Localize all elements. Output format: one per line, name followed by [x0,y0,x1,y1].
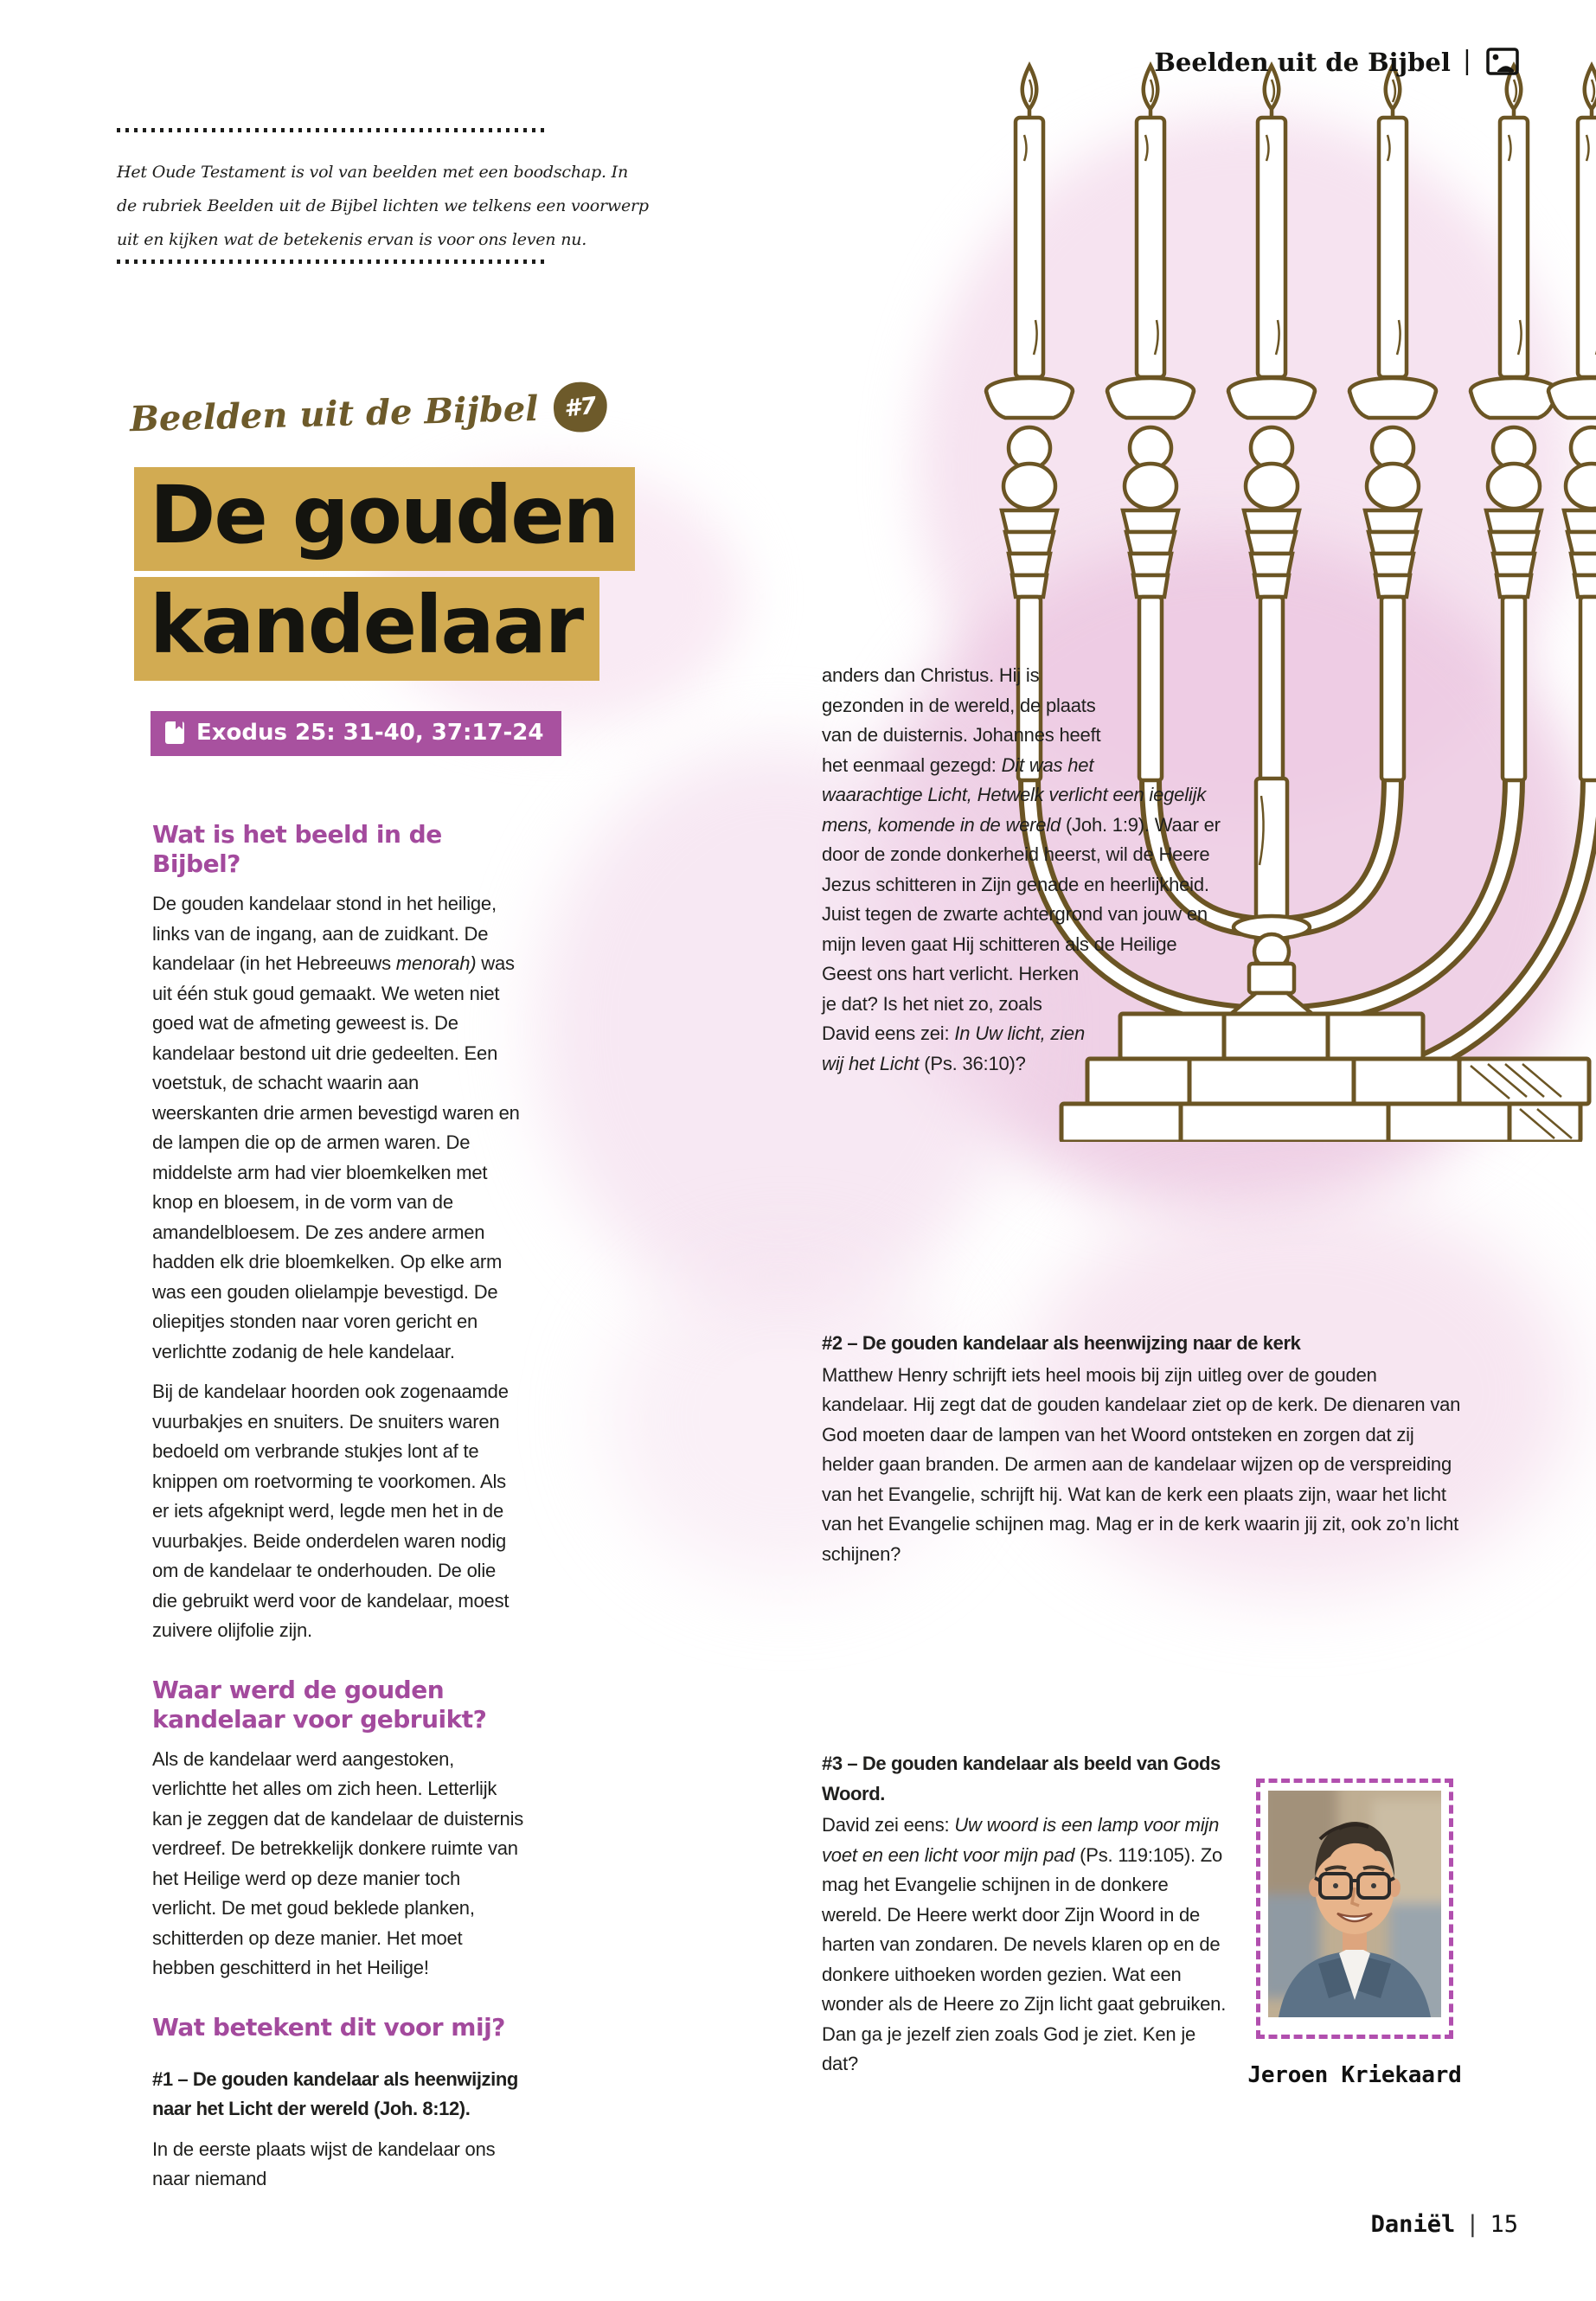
section-heading: Wat is het beeld in de Bijbel? [152,820,442,878]
intro-line: uit en kijken wat de betekenis ervan is voor ons leven nu. [117,230,587,249]
point1-heading: #1 – De gouden kandelaar als heenwijzing naar het Licht der wereld (Joh. 8:12). [152,2067,518,2119]
body-paragraph: Bij de kandelaar hoorden ook zogenaamde vuurbakjes en snuiters. De snuiters waren bedoeld om verbrande stukjes lont af te knippen om roetvorming te voorkomen. Als er iets afgeknipt werd, legde men het in de vuurbakjes. Beide onderdelen waren nodig om de kandelaar te onderhouden. De olie die gebruikt werd voor de kandelaar, moest zuivere olijfolie zijn. [152,1381,510,1641]
section-heading: Wat betekent dit voor mij? [152,2012,505,2041]
section-title: Beelden uit de Bijbel [1154,48,1451,77]
wrap-spacer [1228,870,1462,960]
body-paragraph: Matthew Henry schrijft iets heel moois bij zijn uitleg over de gouden kandelaar. Hij zegt dat de gouden kandelaar ziet op de kerk. De dienaren van God moeten daar de lampen van het Woord ontsteken en zorgen dat zij helder gaan branden. De armen aan de kandelaar wijzen op de verspreiding van het Evangelie, schrijft hij. Wat kan de kerk een plaats zijn, waar het licht van het Evangelie schijnen mag. Mag er in de kerk waarin jij zit, ook zo’n licht schijnen? [822,1363,1461,1565]
title-line-1: De gouden [134,467,635,571]
point2-block [822,1329,1462,1580]
point1-continuation: anders dan Christus. Hij is gezonden in de wereld, de plaats van de duisternis. Johannes heeft het eenmaal gezegd: Dit was het waarachtige Licht, Hetwelk verlicht een iegelijk mens, komende in de wereld (Joh. 1:9). Waar er door de zonde donkerheid heerst, wil de Heere Jezus schitteren in Zijn genade en heerlijkheid. Juist tegen de zwarte achtergrond van jouw en mijn leven gaat Hij schitteren als de Heilige Geest ons hart verlicht. Herken je dat? Is het niet zo, zoals David eens zei: In Uw licht, zien wij het Licht (Ps. 36:10)? [822,661,1462,1112]
body-paragraph: De gouden kandelaar stond in het heilige, links van de ingang, aan de zuidkant. De kandelaar (in het Hebreeuws menorah) was uit één stuk goud gemaakt. We weten niet goed wat de afmeting geweest is. De kandelaar bestond uit drie gedeelten. Een voetstuk, de schacht waarin aan weerskanten drie armen bevestigd waren en de lampen die op de armen waren. De middelste arm had vier bloemkelken met knop en bloesem, in de vorm van de amandelbloesem. De zes andere armen hadden elk drie bloemkelken. Op elke arm was een gouden olielampje bevestigd. De oliepitjes stonden naar voren gericht en verlichtte zodanig de hele kandelaar. [152,893,520,1362]
point2-heading: #2 – De gouden kandelaar als heenwijzing naar de kerk [822,1332,1301,1354]
point3-heading: #3 – De gouden kandelaar als beeld van Gods Woord. [822,1753,1221,1804]
dotted-rule-top [117,128,544,132]
intro-text [117,156,649,257]
picture-icon [1484,47,1520,78]
series-number-badge: #7 [551,379,610,435]
book-icon [164,721,185,745]
author-photo-frame [1256,1779,1453,2039]
body-paragraph: David zei eens: Uw woord is een lamp voor mijn voet en een licht voor mijn pad (Ps. 119:105). Zo mag het Evangelie schijnen in de donkere wereld. De Heere werkt door Zijn Woord in de harten van zondaren. De nevels klaren op en de donkere uithoeken worden gezien. Wat een wonder als de Heere zo Zijn licht gaat gebruiken. Dan ga je jezelf zien zoals God je ziet. Ken je dat? [822,1814,1227,2074]
author-photo [1268,1791,1441,2017]
header-separator: | [1462,45,1471,76]
title-line-2: kandelaar [134,577,599,681]
point3-block [822,1749,1462,2093]
page-title [134,467,635,687]
page-footer [1371,2211,1518,2238]
page-number: 15 [1490,2211,1518,2238]
footer-separator: | [1465,2211,1480,2238]
body-paragraph: Als de kandelaar werd aangestoken, verlichtte het alles om zich heen. Letterlijk kan je zeggen dat de kandelaar de duisternis verdreef. De betrekkelijk donkere ruimte van het Heilige werd op deze manier toch verlicht. De met goud beklede planken, schitterden op deze manier. Het moet hebben geschitterd in het Heilige! [152,1747,524,1978]
author-name: Jeroen Kriekaard [1247,2061,1462,2088]
wrap-spacer [1094,960,1462,1112]
page-header [1154,47,1520,78]
series-heading [129,381,608,444]
left-column [152,820,524,2205]
author-photo-block [1247,1779,1462,2093]
section-heading: Waar werd de gouden kandelaar voor gebruikt? [152,1675,487,1734]
scripture-badge [151,711,561,756]
scripture-reference: Exodus 25: 31-40, 37:17-24 [196,720,544,746]
dotted-rule-bottom [117,260,544,264]
wrap-spacer [1125,661,1462,780]
intro-line: Het Oude Testament is vol van beelden met een boodschap. In [117,163,629,182]
intro-line: de rubriek Beelden uit de Bijbel lichten we telkens een voorwerp [117,196,649,215]
wrap-spacer [1254,780,1462,870]
magazine-name: Daniël [1370,2211,1456,2238]
body-paragraph: In de eerste plaats wijst de kandelaar ons naar niemand [152,2138,496,2189]
series-name: Beelden uit de Bijbel [129,388,540,439]
